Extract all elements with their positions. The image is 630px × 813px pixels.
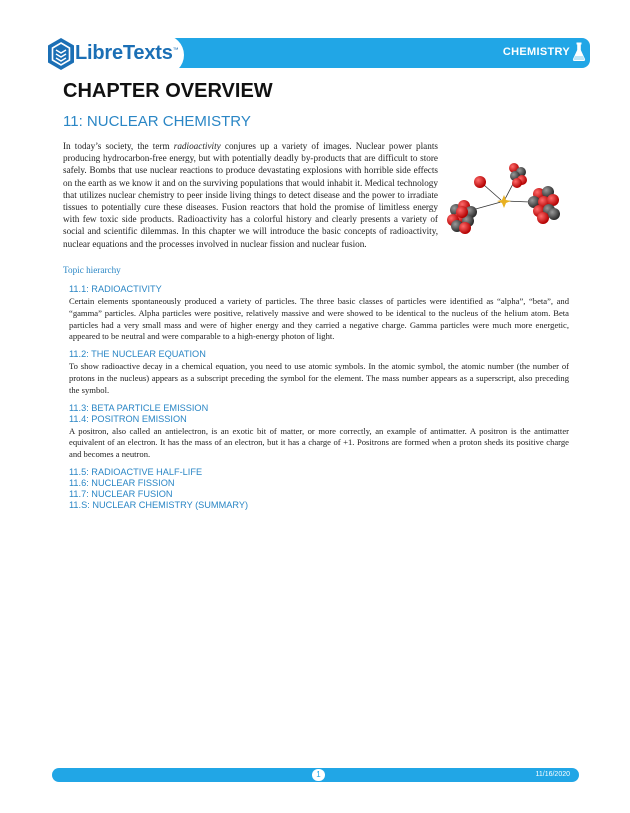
nuclear-fission-illustration bbox=[444, 160, 564, 240]
intro-emphasis: radioactivity bbox=[173, 141, 221, 151]
section-11-2 bbox=[69, 349, 569, 396]
section-link-nuclear-equation[interactable]: 11.2: THE NUCLEAR EQUATION bbox=[69, 349, 206, 360]
section-link-radioactivity[interactable]: 11.1: RADIOACTIVITY bbox=[69, 284, 162, 294]
libretexts-logo-icon bbox=[46, 37, 76, 71]
section-11-1 bbox=[69, 284, 569, 343]
chapter-overview-title: CHAPTER OVERVIEW bbox=[63, 80, 273, 102]
section-summary-positron-emission: A positron, also called an antielectron, is an exotic bit of matter, or more correctly, an example of antimatter. A positron is the antimatter equivalent of an electron. It has the mass of an electron, but it has a charge of +1. Positrons are formed when a proton sheds its positive charge and becomes a neutron. bbox=[69, 425, 569, 460]
section-summary-nuclear-equation: To show radioactive decay in a chemical equation, you need to use atomic symbols. In the atomic symbol, the atomic number (the number of protons in the nucleus) appears as a subscript preceding the symbol for the element. The mass number appears as a superscript, also preceding the symbol. bbox=[69, 361, 569, 395]
intro-text-after: conjures up a variety of images. Nuclear power plants producing hydrocarbon-free energy, but with potentially deadly by-products that are difficult to store safely. Bombs that use nuclear reactions to produce devastating explosions with horrible side effects on the earth as we know it and on the surviving populations that would inhabit it. Medical technology that utilizes nuclear chemistry to peer inside living things to detect disease and the power to irradiate tissues to potentially cure these diseases. Fusion reactors that hold the promise of limitless energy with few toxic side products. Radioactivity has a colorful history and clearly presents a variety of social and scientific dilemmas. In this chapter we will introduce the basic concepts of radioactivity, nuclear equations and the processes involved in nuclear fission and nuclear fusion. bbox=[63, 141, 438, 249]
flask-icon bbox=[572, 42, 586, 62]
footer-date: 11/16/2020 bbox=[535, 771, 570, 778]
subject-label[interactable]: CHEMISTRY bbox=[502, 46, 570, 58]
section-link-beta-particle-emission[interactable]: 11.3: BETA PARTICLE EMISSION bbox=[69, 402, 209, 413]
section-link-nuclear-fission[interactable]: 11.6: NUCLEAR FISSION bbox=[69, 477, 175, 488]
page-number: 1 bbox=[312, 769, 325, 781]
logo-trademark: ™ bbox=[172, 47, 179, 54]
chapter-subtitle[interactable]: 11: NUCLEAR CHEMISTRY bbox=[63, 113, 251, 130]
intro-text-before: In today’s society, the term bbox=[63, 141, 174, 151]
section-summary-radioactivity: Certain elements spontaneously produced a variety of particles. The three basic classes of particles were identified as “alpha”, “beta”, and “gamma” particles. Alpha particles were positive, relatively massive and were showed to be identical to the nucleus of the helium atom. Beta particles had a very small mass and were of higher energy and they carried a negative charge. Gamma particles were much more energetic, appeared to be neutral and were comparable to a high-energy photon of light. bbox=[69, 296, 569, 342]
topic-list bbox=[69, 284, 569, 517]
libretexts-logo[interactable] bbox=[44, 35, 184, 75]
section-link-nuclear-fusion[interactable]: 11.7: NUCLEAR FUSION bbox=[69, 488, 173, 499]
section-remaining-links bbox=[69, 467, 569, 511]
section-link-positron-emission[interactable]: 11.4: POSITRON EMISSION bbox=[69, 413, 187, 424]
section-link-radioactive-half-life[interactable]: 11.5: RADIOACTIVE HALF-LIFE bbox=[69, 466, 203, 477]
topic-hierarchy-heading: Topic hierarchy bbox=[63, 265, 121, 275]
intro-paragraph bbox=[63, 140, 438, 250]
section-11-3-11-4 bbox=[69, 403, 569, 461]
section-link-summary[interactable]: 11.S: NUCLEAR CHEMISTRY (SUMMARY) bbox=[69, 499, 249, 510]
logo-text: LibreTexts™ bbox=[75, 42, 179, 64]
